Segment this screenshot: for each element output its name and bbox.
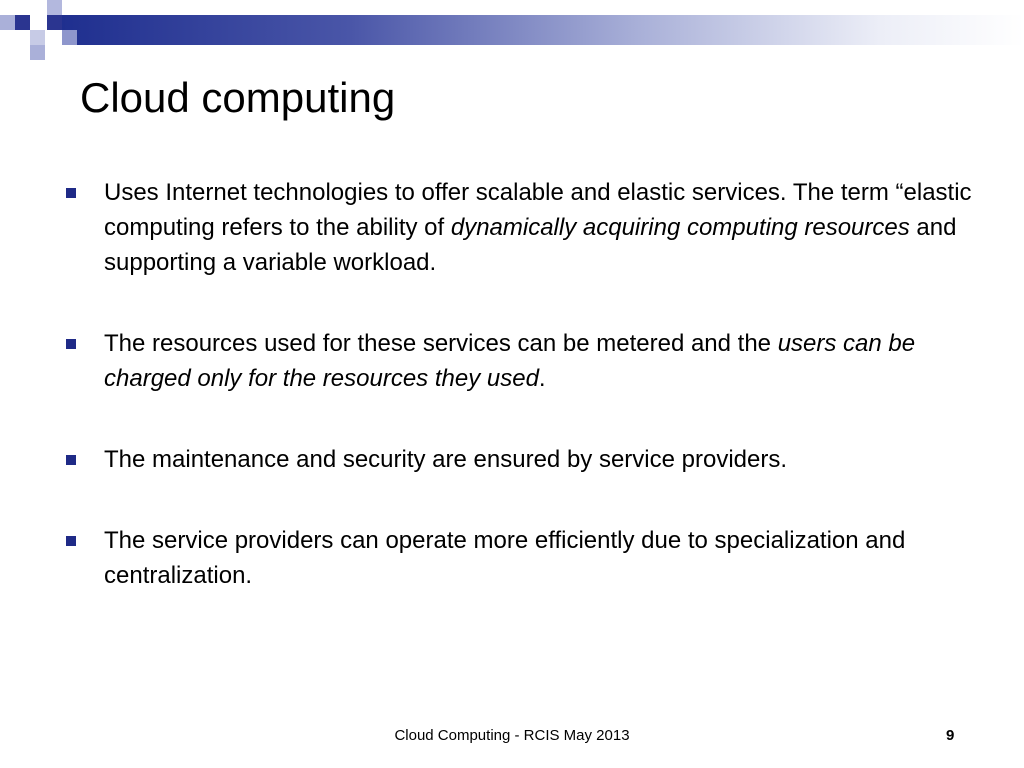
bullet-list	[66, 175, 1006, 593]
bullet-text: and supporting a variable workload.	[104, 214, 957, 276]
bullet-item	[66, 442, 1006, 477]
slide-footer: Cloud Computing - RCIS May 2013	[394, 727, 630, 744]
bullet-text: The maintenance and security are ensured by service providers.	[104, 446, 788, 473]
bullet-text: The service providers can operate more efficiently due to specialization and centralization.	[104, 527, 906, 589]
slide-title: Cloud computing	[80, 74, 396, 121]
square-bullet-icon	[66, 188, 76, 198]
header-square-decoration	[30, 30, 45, 45]
bullet-text: The resources used for these services can be metered and the	[104, 330, 778, 357]
header-square-decoration	[47, 0, 62, 15]
bullet-text: .	[538, 365, 546, 392]
bullet-text: Uses Internet technologies to offer scalable and elastic services. The term “elastic computing refers to the ability of	[104, 179, 972, 241]
square-bullet-icon	[66, 339, 76, 349]
square-bullet-icon	[66, 536, 76, 546]
bullet-text-italic: dynamically acquiring computing resources	[450, 214, 910, 241]
bullet-item	[66, 523, 1006, 593]
square-bullet-icon	[66, 455, 76, 465]
bullet-text-italic: users can be charged only for the resources they used	[104, 330, 916, 392]
header-square-decoration	[30, 45, 45, 60]
header-square-decoration	[62, 30, 77, 45]
header-square-decoration	[15, 0, 30, 15]
header-square-decoration	[47, 15, 62, 30]
bullet-item	[66, 175, 1006, 280]
header-square-decoration	[15, 15, 30, 30]
bullet-item	[66, 326, 1006, 396]
page-number: 9	[946, 727, 955, 744]
header-gradient-band	[62, 15, 1024, 45]
header-square-decoration	[0, 15, 15, 30]
